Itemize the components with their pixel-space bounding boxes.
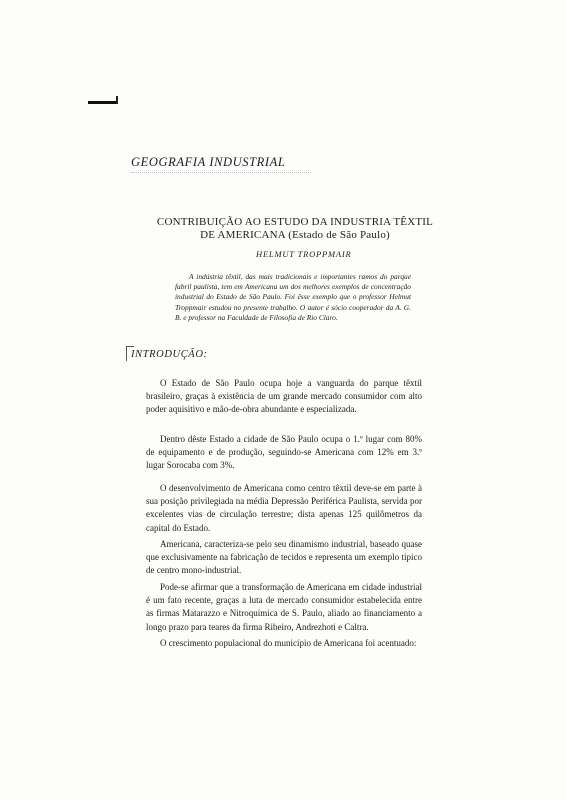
article-title-line-2: DE AMERICANA (Estado de São Paulo) bbox=[200, 229, 390, 241]
article-title-line-1: CONTRIBUIÇÃO AO ESTUDO DA INDUSTRIA TÊXTIL bbox=[156, 216, 434, 228]
paragraph: Americana, caracteriza-se pelo seu dinamismo industrial, baseado quase que exclusivamente na fabricação de tecidos e representa um exemplo típico de centro mono-industrial. bbox=[146, 539, 422, 576]
abstract: A indústria têxtil, das mais tradicionais e importantes ramos do parque fabril paulista, tem em Americana um dos melhores exemplos de concentração industrial do Estado de São Paulo. Foi êsse exemplo que o professor Helmut Troppmair estudou no presente trabalho. O autor é sócio cooperador da A. G. B. e professor na Faculdade de Filosofia de Rio Claro. bbox=[175, 272, 411, 322]
paragraph: O crescimento populacional do município de Americana foi acentuado: bbox=[160, 638, 417, 648]
paragraph: Pode-se afirmar que a transformação de Americana em cidade industrial é um fato recente, graças a luta de mercado consumidor estabelecida entre as firmas Matarazzo e Nitroquímica de S. Paulo, aliado ao financiamento a longo prazo para teares da firma Ribeiro, Andrezhoti e Caltra. bbox=[146, 582, 422, 632]
page-edge-tick bbox=[116, 96, 118, 104]
author-name: HELMUT TROPPMAIR bbox=[256, 249, 352, 259]
page-edge-mark bbox=[88, 101, 118, 104]
section-divider bbox=[131, 172, 311, 173]
paragraph: O Estado de São Paulo ocupa hoje a vanguarda do parque têxtil brasileiro, graças à existência de um grande mercado consumidor com alto poder aquisitivo e mão-de-obra abundante e especializada. bbox=[146, 378, 422, 415]
section-title: GEOGRAFIA INDUSTRIAL bbox=[131, 155, 286, 169]
paragraph: Dentro dêste Estado a cidade de São Paulo ocupa o 1.º lugar com 80% de equipamento e de produção, seguindo-se Americana com 12% em 3.º lugar Sorocaba com 3%. bbox=[146, 434, 422, 471]
introduction-heading: INTRODUÇÃO: bbox=[131, 349, 208, 360]
article-title bbox=[140, 216, 450, 242]
paragraph: O desenvolvimento de Americana como centro têxtil deve-se em parte à sua posição privilegiada na média Depressão Periférica Paulista, servida por excelentes vias de circulação terrestre; dista apenas 125 quilômetros da capital do Estado. bbox=[146, 483, 422, 533]
